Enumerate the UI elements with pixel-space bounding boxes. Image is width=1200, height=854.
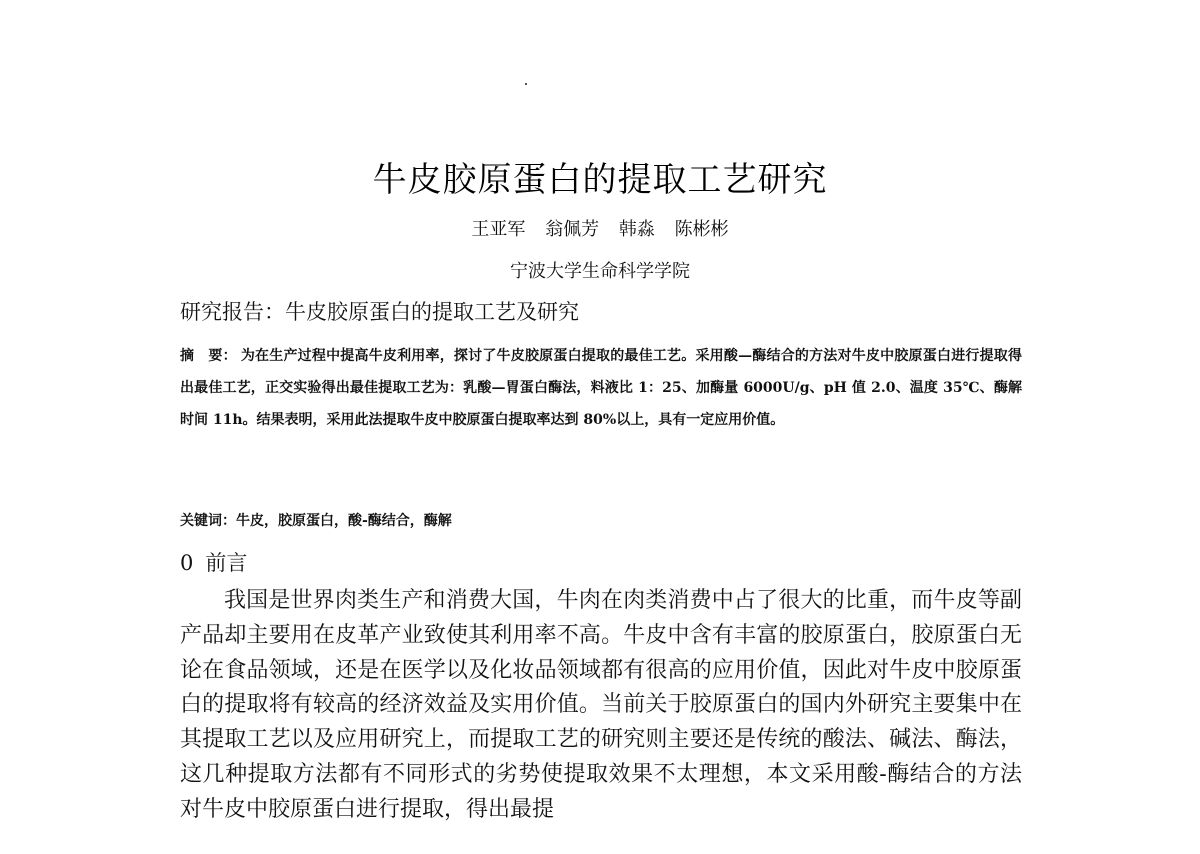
keywords-label: 关键词： xyxy=(180,513,236,529)
paper-title: 牛皮胶原蛋白的提取工艺研究 xyxy=(372,160,828,200)
author: 王亚军 xyxy=(471,219,526,240)
abstract-text: 为在生产过程中提高牛皮利用率，探讨了牛皮胶原蛋白提取的最佳工艺。采用酸—酶结合的方法对牛皮中胶原蛋白进行提取得出最佳工艺，正交实验得出最佳提取工艺为：乳酸—胃蛋白酶法，料液比 1：25、加酶量 6000U/g、pH 值 2.0、温度 35℃、酶解时间 11h。结果表明，采用此法提取牛皮中胶原蛋白提取率达到 80%以上，具有一定应用价值。 xyxy=(180,348,1022,428)
section-number: 0 xyxy=(180,551,194,575)
keywords-text: 牛皮，胶原蛋白，酸-酶结合，酶解 xyxy=(236,513,452,529)
report-line: 研究报告：牛皮胶原蛋白的提取工艺及研究 xyxy=(180,300,579,324)
scan-speck xyxy=(525,83,527,85)
abstract-label: 摘 要： xyxy=(180,348,237,364)
author: 翁佩芳 xyxy=(545,219,600,240)
affiliation: 宁波大学生命科学学院 xyxy=(510,261,690,282)
author: 陈彬彬 xyxy=(674,219,729,240)
section-heading xyxy=(180,547,247,577)
abstract xyxy=(180,340,1022,436)
body-paragraph: 我国是世界肉类生产和消费大国，牛肉在肉类消费中占了很大的比重，而牛皮等副产品却主要用在皮革产业致使其利用率不高。牛皮中含有丰富的胶原蛋白，胶原蛋白无论在食品领域，还是在医学以及化妆品领域都有很高的应用价值，因此对牛皮中胶原蛋白的提取将有较高的经济效益及实用价值。当前关于胶原蛋白的国内外研究主要集中在其提取工艺以及应用研究上，而提取工艺的研究则主要还是传统的酸法、碱法、酶法，这几种提取方法都有不同形式的劣势使提取效果不太理想，本文采用酸-酶结合的方法对牛皮中胶原蛋白进行提取，得出最提 xyxy=(180,588,1022,822)
author-list xyxy=(0,215,1200,241)
keywords xyxy=(180,510,452,530)
section-title: 前言 xyxy=(205,551,248,575)
author: 韩淼 xyxy=(618,219,655,240)
